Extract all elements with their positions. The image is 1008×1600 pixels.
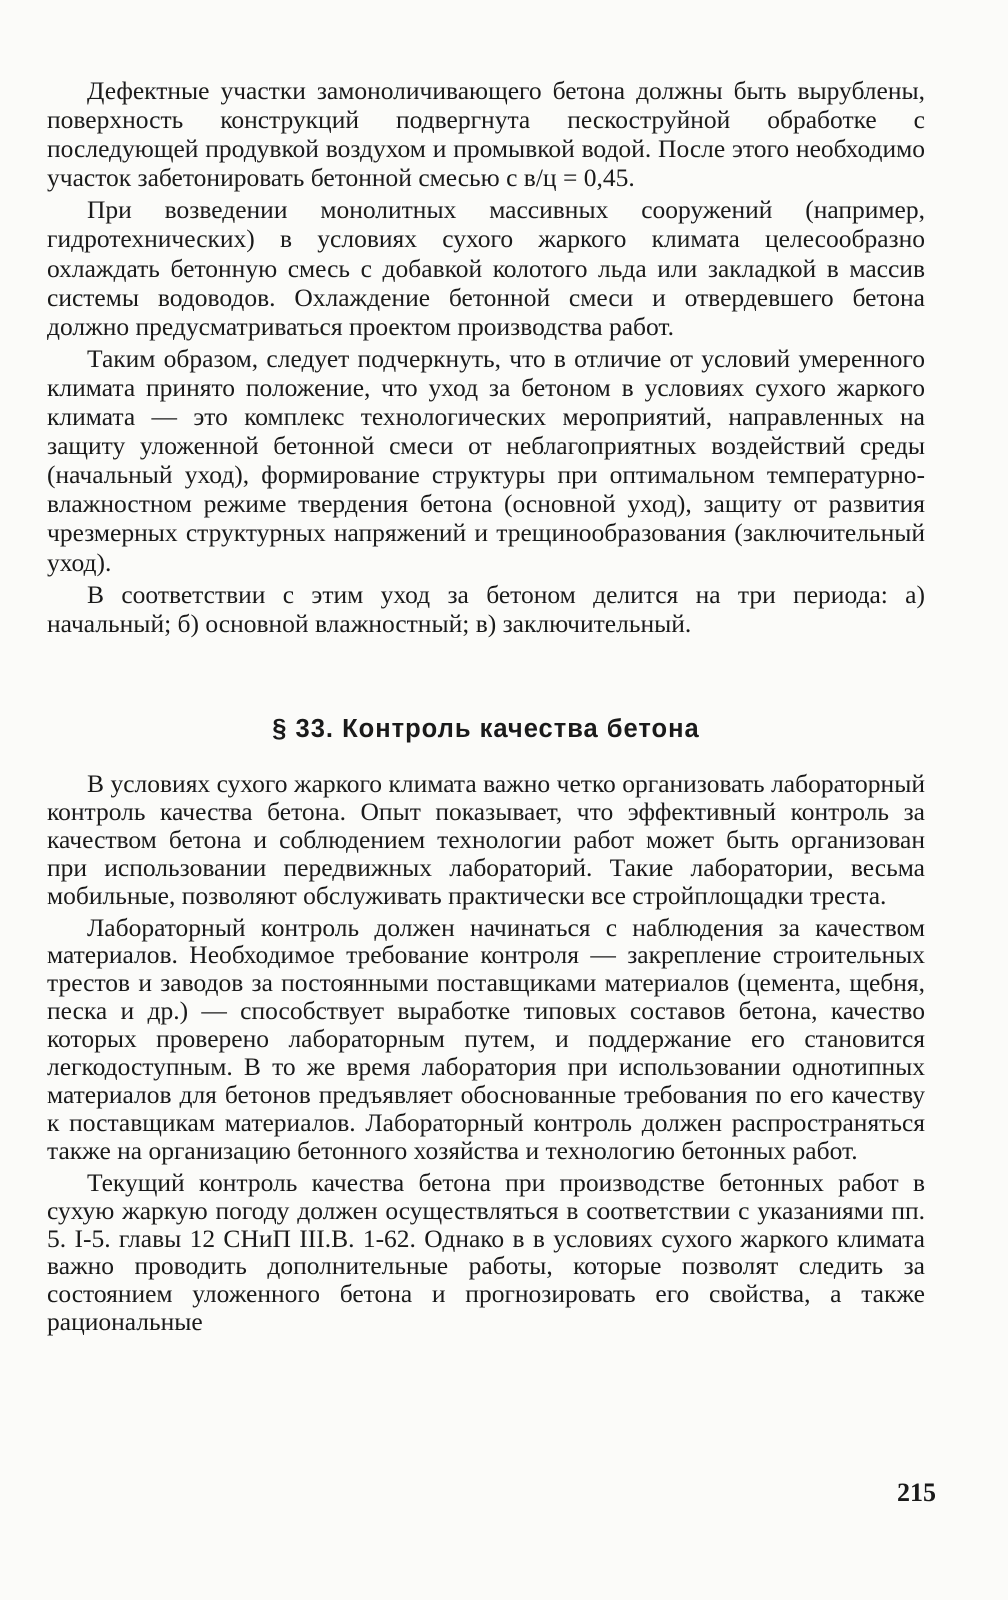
paragraph: Таким образом, следует подчеркнуть, что в отличие от условий умеренного климата принято положение, что уход за бетоном в условиях сухого жаркого климата — это комплекс технологических мероприятий, направленных на защиту уложенной бетонной смеси от неблагоприятных воздействий среды (начальный уход), формирование структуры при оптимальном температурно-влажностном режиме твердения бетона (основной уход), защиту от развития чрезмерных структурных напряжений и трещинообразования (заключительный уход).: [47, 343, 925, 577]
page-number: 215: [897, 1478, 936, 1507]
paragraph: Дефектные участки замоноличивающего бетона должны быть вырублены, поверхность конструкций подвергнута пескоструйной обработке с последующей продувкой воздухом и промывкой водой. После этого необходимо участок забетонировать бетонной смесью с в/ц = 0,45.: [47, 76, 925, 193]
paragraph: В соответствии с этим уход за бетоном делится на три периода: а) начальный; б) основной влажностный; в) заключительный.: [47, 579, 925, 638]
text-block-bottom: [47, 770, 925, 1336]
section-heading: § 33. Контроль качества бетона: [272, 715, 700, 743]
paragraph: В условиях сухого жаркого климата важно четко организовать лабораторный контроль качества бетона. Опыт показывает, что эффективный контроль за качеством бетона и соблюдением технологии работ может быть организован при использовании передвижных лабораторий. Такие лаборатории, весьма мобильные, позволяют обслуживать практически все стройплощадки треста.: [47, 769, 925, 910]
paragraph: При возведении монолитных массивных сооружений (например, гидротехнических) в условиях сухого жаркого климата целесообразно охлаждать бетонную смесь с добавкой колотого льда или закладкой в массив системы водоводов. Охлаждение бетонной смеси и отвердевшего бетона должно предусматриваться проектом производства работ.: [47, 195, 925, 341]
paragraph: Лабораторный контроль должен начинаться с наблюдения за качеством материалов. Необходимое требование контроля — закрепление строительных трестов и заводов за постоянными поставщиками материалов (цемента, щебня, песка и др.) — способствует выработке типовых составов бетона, качество которых проверено лабораторным путем, и поддержание его становится легкодоступным. В то же время лаборатория при использовании однотипных материалов для бетонов предъявляет обоснованные требования по его качеству к поставщикам материалов. Лабораторный контроль должен распространяться также на организацию бетонного хозяйства и технологию бетонных работ.: [47, 912, 925, 1165]
text-block-top: [47, 76, 925, 638]
paragraph: Текущий контроль качества бетона при производстве бетонных работ в сухую жаркую погоду должен осуществляться в соответствии с указаниями пп. 5. I-5. главы 12 СНиП III.B. 1-62. Однако в в условиях сухого жаркого климата важно проводить дополнительные работы, которые позволят следить за состоянием уложенного бетона и прогнозировать его свойства, а также рациональные: [47, 1167, 925, 1337]
